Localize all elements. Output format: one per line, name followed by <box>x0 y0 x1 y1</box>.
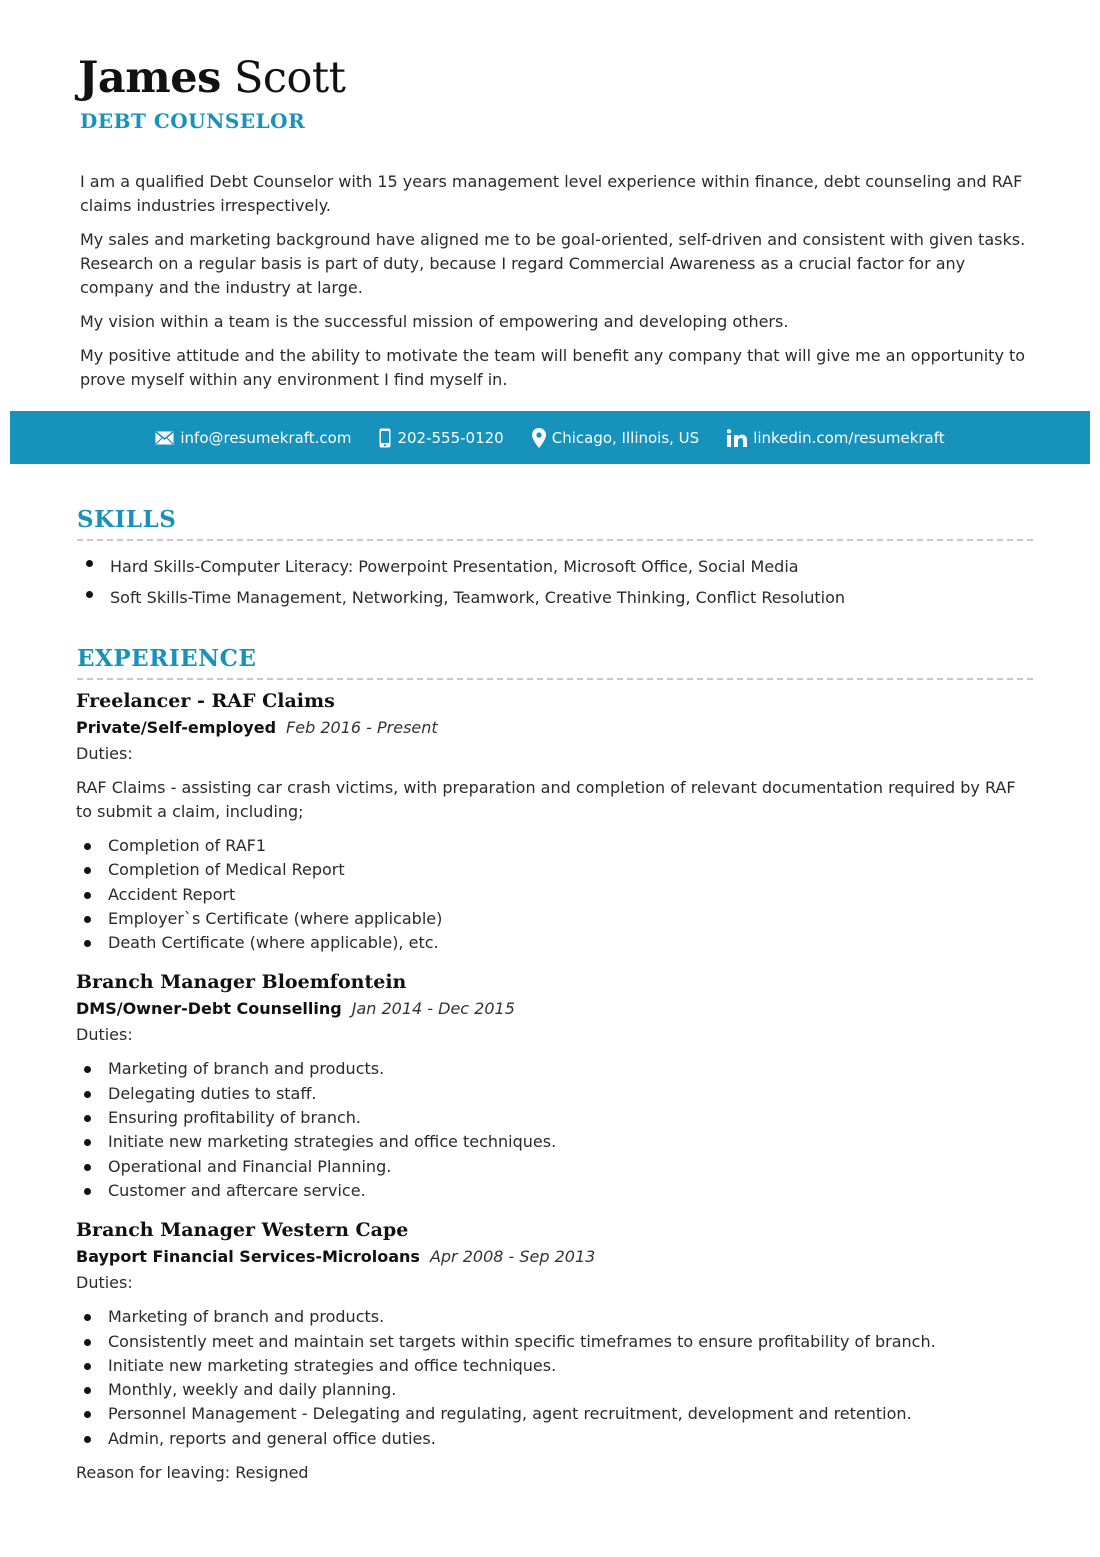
phone-text: 202-555-0120 <box>397 428 504 447</box>
experience-section <box>76 688 1036 1485</box>
job-title: DEBT COUNSELOR <box>80 109 306 133</box>
summary <box>80 170 1040 402</box>
contact-bar <box>10 411 1090 464</box>
skills-divider <box>77 539 1033 541</box>
list-item: Employer`s Certificate (where applicable) <box>76 907 1036 931</box>
list-item: Consistently meet and maintain set targets within specific timeframes to ensure profitability of branch. <box>76 1330 1036 1354</box>
job-meta <box>76 1245 1036 1269</box>
location-text: Chicago, Illinois, US <box>551 428 700 447</box>
list-item: Admin, reports and general office duties. <box>76 1427 1036 1451</box>
list-item: Delegating duties to staff. <box>76 1082 1036 1106</box>
duties-list <box>76 834 1036 955</box>
reason-for-leaving: Reason for leaving: Resigned <box>76 1463 309 1483</box>
list-item: Death Certificate (where applicable), etc. <box>76 931 1036 955</box>
job-company: DMS/Owner-Debt Counselling <box>76 999 342 1019</box>
duties-label: Duties: <box>76 1025 133 1045</box>
duties-label: Duties: <box>76 744 133 763</box>
experience-heading: EXPERIENCE <box>77 645 257 672</box>
list-item: Monthly, weekly and daily planning. <box>76 1378 1036 1402</box>
envelope-icon <box>155 431 174 445</box>
list-item: Completion of RAF1 <box>76 834 1036 858</box>
job-company: Private/Self-employed <box>76 718 277 737</box>
skills-heading: SKILLS <box>77 506 177 533</box>
linkedin-icon <box>727 429 747 447</box>
email-text: info@resumekraft.com <box>180 428 352 447</box>
list-item: Operational and Financial Planning. <box>76 1155 1036 1179</box>
contact-phone[interactable] <box>379 428 503 448</box>
map-pin-icon <box>532 428 546 448</box>
job-company: Bayport Financial Services-Microloans <box>76 1247 420 1267</box>
list-item: Ensuring profitability of branch. <box>76 1106 1036 1130</box>
list-item: Completion of Medical Report <box>76 858 1036 882</box>
job-entry <box>76 1217 1036 1485</box>
job-dates: Jan 2014 - Dec 2015 <box>351 999 515 1019</box>
candidate-name <box>78 52 345 104</box>
contact-linkedin[interactable] <box>727 429 944 447</box>
list-item: Personnel Management - Delegating and regulating, agent recruitment, development and retention. <box>76 1402 1036 1426</box>
summary-paragraph: My vision within a team is the successful mission of empowering and developing others. <box>80 312 789 331</box>
job-role: Branch Manager Bloemfontein <box>76 971 407 994</box>
list-item: Soft Skills-Time Management, Networking, Teamwork, Creative Thinking, Conflict Resolution <box>78 582 1038 613</box>
job-description: RAF Claims - assisting car crash victims, with preparation and completion of relevant documentation required by RAF to submit a claim, including; <box>76 778 1016 821</box>
summary-paragraph: My sales and marketing background have aligned me to be goal-oriented, self-driven and consistent with given tasks. Research on a regular basis is part of duty, because I regard Commercial Awareness as a crucial factor for any company and the industry at large. <box>80 230 1026 297</box>
duties-list <box>76 1305 1036 1451</box>
list-item: Marketing of branch and products. <box>76 1305 1036 1329</box>
summary-paragraph: My positive attitude and the ability to motivate the team will benefit any company that will give me an opportunity to prove myself within any environment I find myself in. <box>80 346 1026 389</box>
job-role: Branch Manager Western Cape <box>76 1219 409 1242</box>
job-meta <box>76 997 1036 1021</box>
first-name: James <box>78 53 221 103</box>
list-item: Accident Report <box>76 883 1036 907</box>
duties-label: Duties: <box>76 1273 133 1293</box>
experience-divider <box>77 678 1033 680</box>
last-name: Scott <box>233 53 346 103</box>
job-meta <box>76 716 1036 740</box>
job-entry <box>76 969 1036 1203</box>
list-item: Customer and aftercare service. <box>76 1179 1036 1203</box>
list-item: Hard Skills-Computer Literacy: Powerpoint Presentation, Microsoft Office, Social Media <box>78 551 1038 582</box>
contact-location <box>532 428 699 448</box>
phone-icon <box>379 428 391 448</box>
job-role: Freelancer - RAF Claims <box>76 690 335 712</box>
list-item: Marketing of branch and products. <box>76 1057 1036 1081</box>
summary-paragraph: I am a qualified Debt Counselor with 15 years management level experience within finance, debt counseling and RAF claims industries irrespectively. <box>80 172 1023 215</box>
list-item: Initiate new marketing strategies and office techniques. <box>76 1130 1036 1154</box>
linkedin-text: linkedin.com/resumekraft <box>753 428 945 447</box>
contact-email[interactable] <box>155 429 351 447</box>
job-dates: Apr 2008 - Sep 2013 <box>429 1247 596 1267</box>
job-dates: Feb 2016 - Present <box>286 718 438 737</box>
duties-list <box>76 1057 1036 1203</box>
skills-list <box>78 551 1038 613</box>
list-item: Initiate new marketing strategies and office techniques. <box>76 1354 1036 1378</box>
job-entry <box>76 688 1036 955</box>
